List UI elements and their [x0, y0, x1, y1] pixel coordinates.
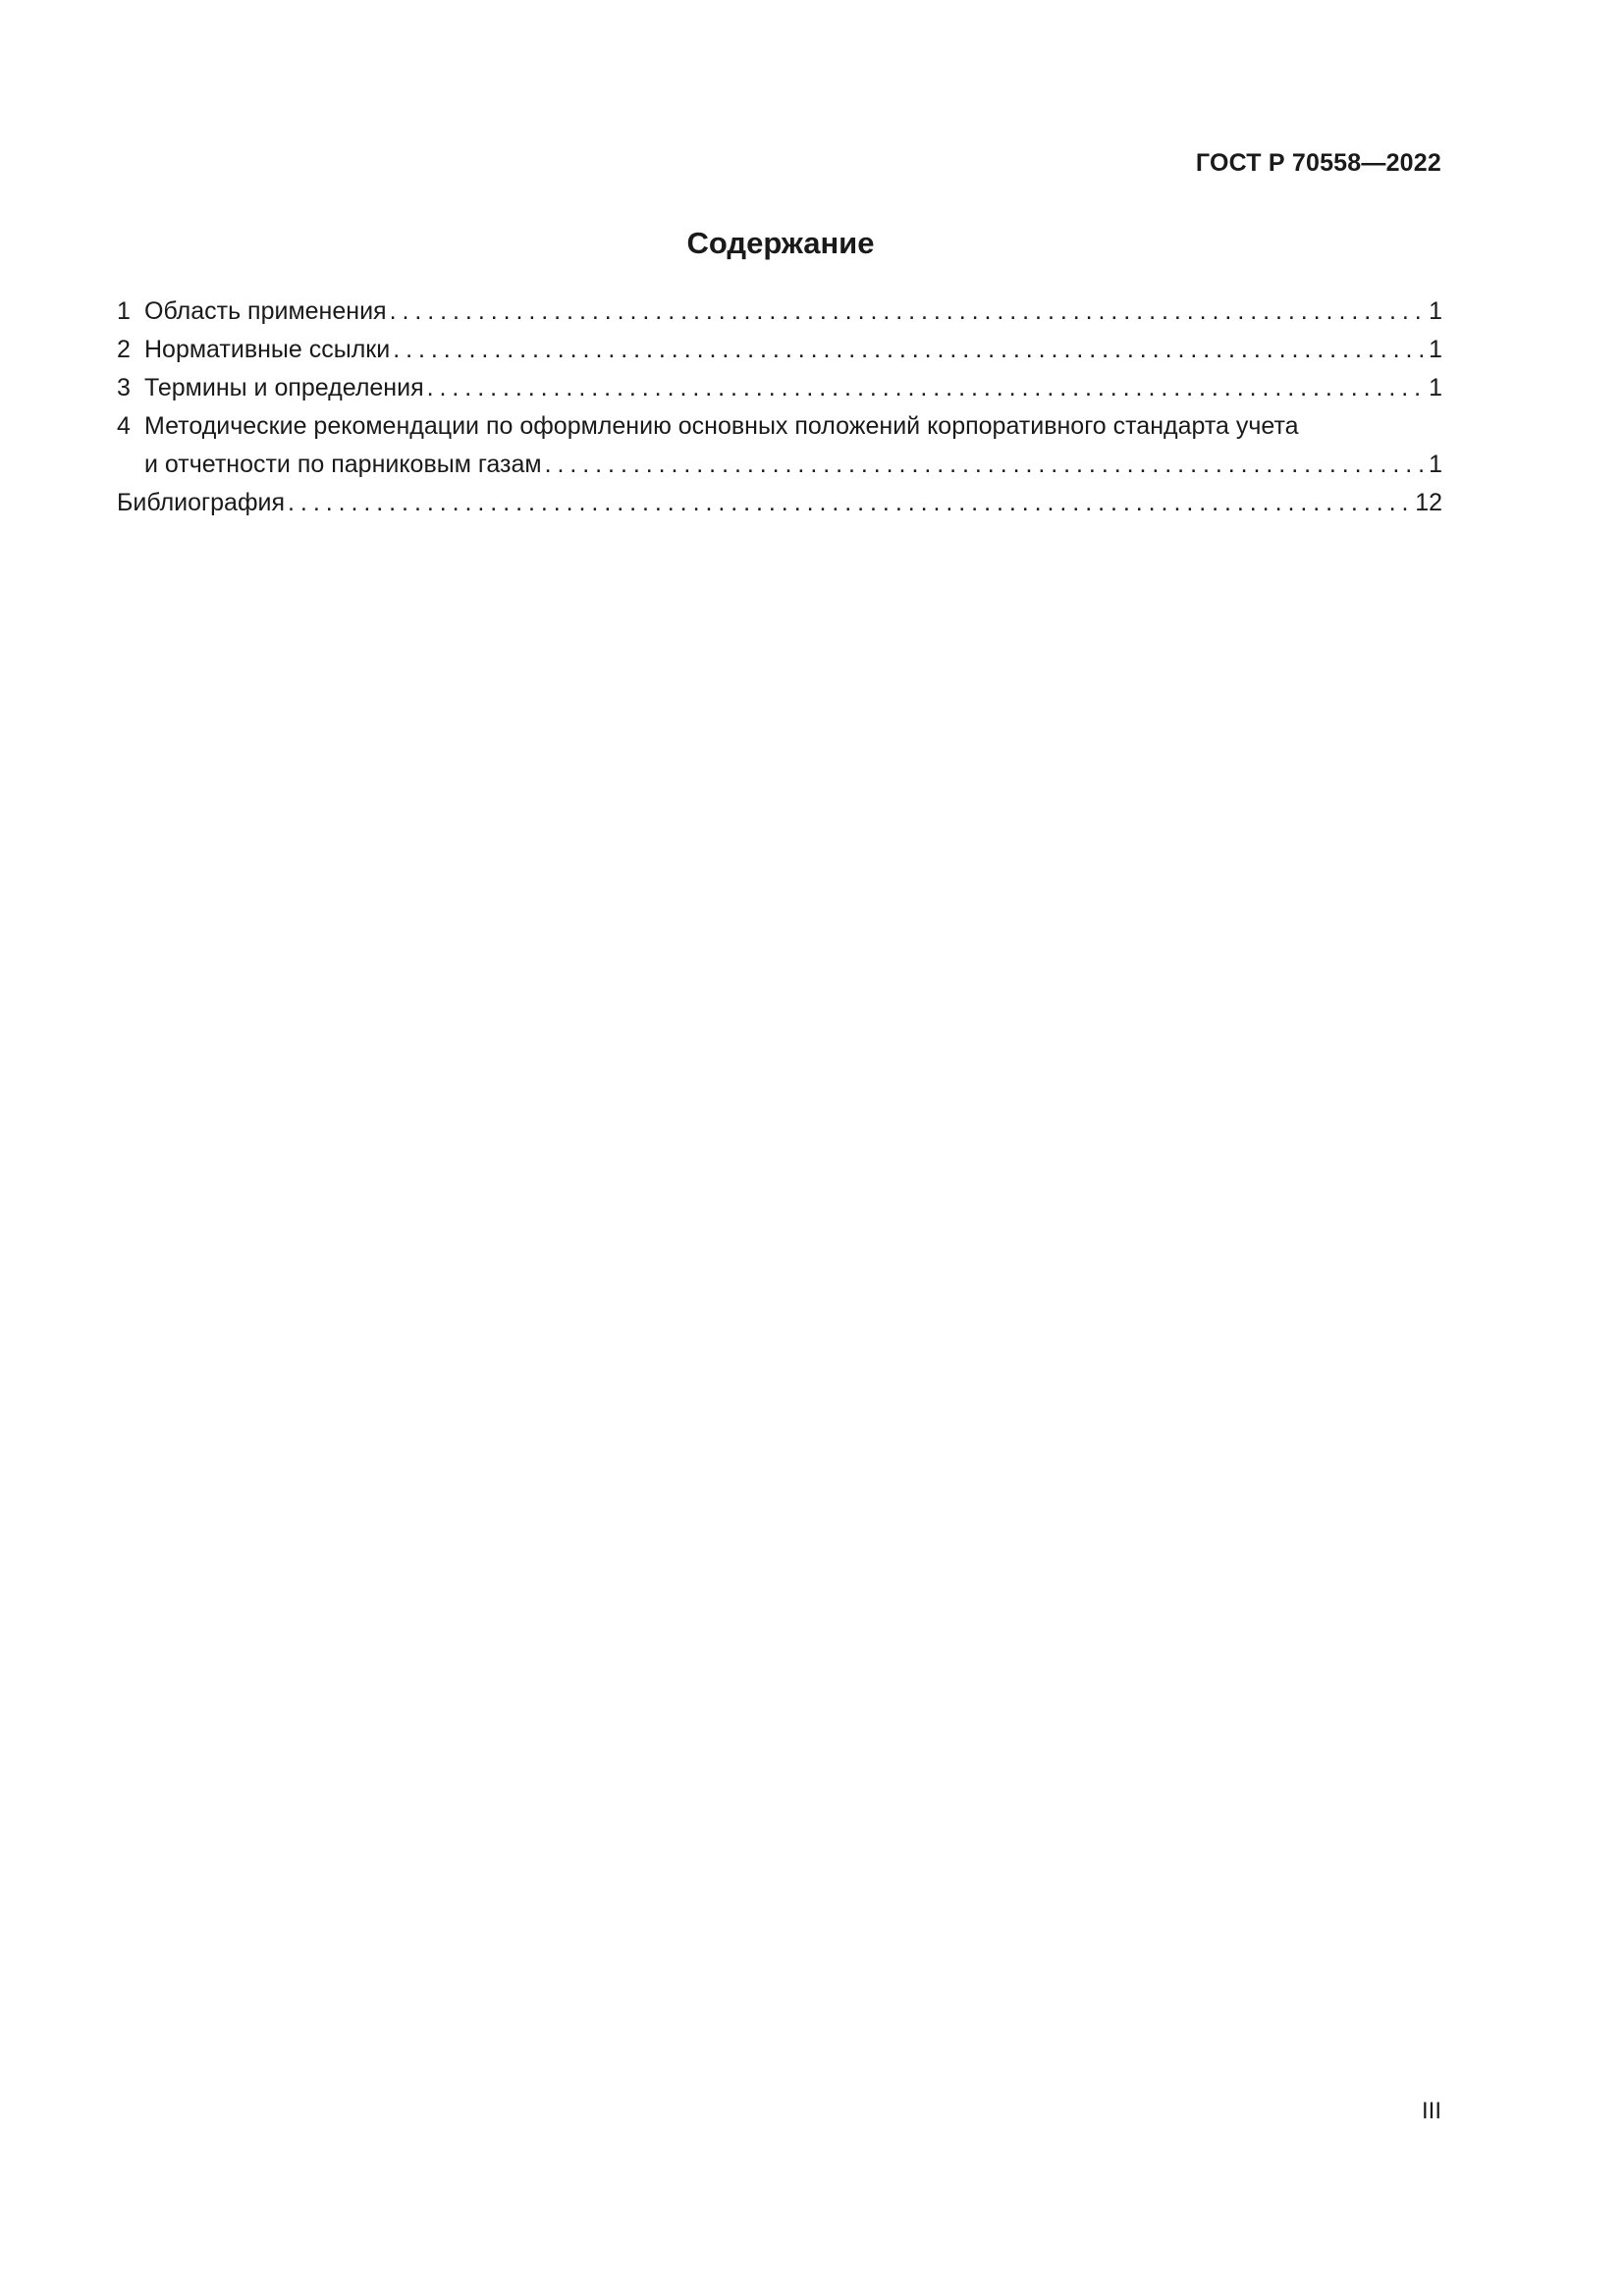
document-designation: ГОСТ Р 70558—2022 — [1195, 149, 1441, 177]
toc-entry-continuation[interactable] — [117, 446, 1442, 484]
dot-leader — [390, 293, 1427, 331]
toc-entry[interactable] — [117, 407, 1442, 446]
dot-leader — [288, 484, 1412, 522]
toc-entry-title-continuation: и отчетности по парниковым газам — [144, 451, 542, 478]
toc-entry[interactable] — [117, 293, 1442, 331]
toc-entry-number: 2 — [117, 336, 131, 363]
toc-entry-number: 1 — [117, 297, 131, 325]
toc-entry-page: 1 — [1429, 336, 1442, 363]
dot-leader — [393, 331, 1426, 369]
toc-entry-title: Методические рекомендации по оформлению основных положений корпоративного стандарта учета — [144, 412, 1299, 440]
toc-entry-number: 4 — [117, 412, 131, 440]
toc-entry-title: Область применения — [144, 297, 387, 325]
toc-entry[interactable] — [117, 369, 1442, 407]
page-number: III — [1421, 2098, 1441, 2124]
table-of-contents — [117, 293, 1442, 522]
toc-entry-title: Нормативные ссылки — [144, 336, 391, 363]
toc-entry-page: 1 — [1429, 374, 1442, 401]
toc-title: Содержание — [686, 226, 875, 260]
toc-entry-page: 1 — [1429, 451, 1442, 478]
toc-entry-title: Термины и определения — [144, 374, 424, 401]
dot-leader — [545, 446, 1427, 484]
toc-entry-page: 12 — [1415, 489, 1442, 516]
toc-entry-page: 1 — [1429, 297, 1442, 325]
toc-entry-title: Библиография — [117, 489, 286, 516]
toc-entry-number: 3 — [117, 374, 131, 401]
toc-entry[interactable] — [117, 484, 1442, 522]
toc-entry[interactable] — [117, 331, 1442, 369]
dot-leader — [427, 369, 1426, 407]
